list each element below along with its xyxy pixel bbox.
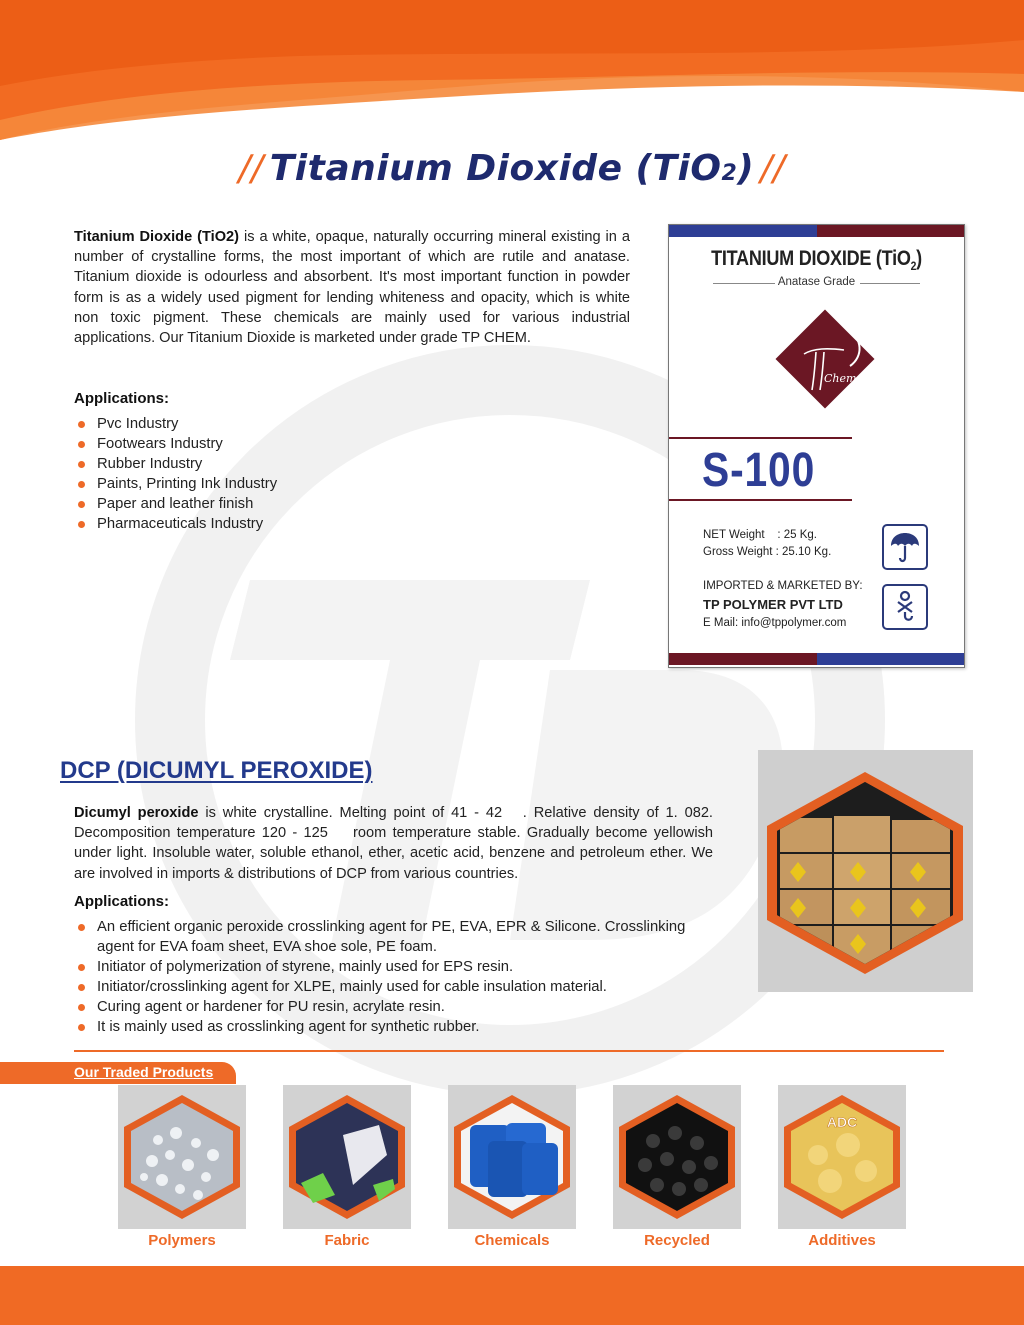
product-label-chemicals: Chemicals — [474, 1232, 550, 1249]
dcp-applications-list — [74, 917, 714, 1038]
list-item: Initiator of polymerization of styrene, mainly used for EPS resin. — [74, 957, 714, 977]
bag-title — [690, 247, 944, 273]
bag-product-code: S-100 — [702, 444, 816, 497]
list-item: Initiator/crosslinking agent for XLPE, mainly used for cable insulation material. — [74, 977, 714, 997]
list-item: Paints, Printing Ink Industry — [74, 474, 574, 494]
list-item: Footwears Industry — [74, 434, 574, 454]
dcp-applications-heading: Applications: — [74, 893, 170, 910]
dcp-section-title: DCP (DICUMYL PEROXIDE) — [60, 757, 373, 784]
additives-overlay-text: ADC — [826, 1114, 858, 1130]
list-item: An efficient organic peroxide crosslinking agent for PE, EVA, EPR & Silicone. Crosslinking agent for EVA foam sheet, EVA shoe sole, PE foam. — [74, 917, 714, 957]
tp-chem-logo-icon — [766, 300, 884, 418]
bag-title-text: TITANIUM DIOXIDE (TiO — [711, 247, 911, 270]
list-item: Curing agent or hardener for PU resin, acrylate resin. — [74, 997, 714, 1017]
product-card-recycled — [613, 1085, 741, 1229]
dcp-description-bold: Dicumyl peroxide — [74, 805, 199, 821]
bag-email: E Mail: info@tppolymer.com — [703, 617, 847, 629]
list-item: It is mainly used as crosslinking agent for synthetic rubber. — [74, 1017, 714, 1037]
hook-icon — [882, 584, 928, 630]
list-item: Rubber Industry — [74, 454, 574, 474]
product-label-additives: Additives — [808, 1232, 876, 1249]
logo-text: Chem — [824, 372, 857, 385]
list-item: Paper and leather finish — [74, 494, 574, 514]
tio2-applications-list — [74, 414, 574, 535]
dcp-boxes-photo — [758, 750, 973, 992]
bag-title-subscript: 2 — [910, 259, 917, 274]
product-card-polymers — [118, 1085, 246, 1229]
bag-company-name: TP POLYMER PVT LTD — [703, 597, 843, 612]
tio2-description-bold: Titanium Dioxide (TiO2) — [74, 229, 240, 245]
traded-products-rule — [74, 1050, 944, 1052]
bag-subtitle: Anatase Grade — [777, 276, 856, 288]
header-swoosh — [0, 0, 1024, 150]
list-item: Pharmaceuticals Industry — [74, 514, 574, 534]
tio2-description — [74, 227, 630, 348]
tio2-description-text: is a white, opaque, naturally occurring mineral existing in a number of crystalline forms, the most important of which are rutile and anatase. Titanium dioxide is odourless and absorbent. It's most important function in powder form is as a widely used pigment for lending whiteness and opacity, which is white non toxic pigment. These chemicals are mainly used for various industrial applications. Our Titanium Dioxide is marketed under grade TP CHEM. — [74, 229, 630, 347]
bag-bottom-stripe — [669, 653, 964, 665]
bag-net-weight: NET Weight : 25 Kg. — [703, 529, 817, 541]
traded-products-heading: Our Traded Products — [74, 1064, 214, 1080]
product-card-chemicals — [448, 1085, 576, 1229]
bag-divider — [669, 437, 852, 439]
page-title-close: ) — [737, 148, 755, 189]
title-slash-right: // — [760, 148, 786, 189]
page-title-subscript: 2 — [721, 161, 738, 186]
tio2-applications-heading: Applications: — [74, 390, 170, 407]
bag-gross-weight: Gross Weight : 25.10 Kg. — [703, 546, 832, 558]
footer-band — [0, 1266, 1024, 1325]
product-label-fabric: Fabric — [324, 1232, 370, 1249]
list-item: Pvc Industry — [74, 414, 574, 434]
page-title — [0, 148, 1024, 189]
dcp-description-text: is white crystalline. Melting point of 41 - 42 . Relative density of 1. 082. Decomposition temperature 120 - 125 room temperature stable. Gradually become yellowish under light. Insoluble water, soluble ethanol, ether, acetic acid, benzene and petroleum ether. We are involved in imports & distributions of DCP from various countries. — [74, 805, 718, 882]
bag-imported-label: IMPORTED & MARKETED BY: — [703, 580, 863, 592]
product-label-polymers: Polymers — [148, 1232, 216, 1249]
bag-top-stripe — [669, 225, 964, 237]
title-slash-left: // — [238, 148, 264, 189]
bag-title-close: ) — [916, 247, 922, 270]
page-title-text: Titanium Dioxide (TiO — [269, 148, 722, 189]
product-bag-image — [668, 224, 965, 668]
bag-divider — [669, 499, 852, 501]
dcp-description — [74, 803, 718, 884]
product-label-recycled: Recycled — [644, 1232, 710, 1249]
product-card-fabric — [283, 1085, 411, 1229]
product-card-additives — [778, 1085, 906, 1229]
umbrella-icon — [882, 524, 928, 570]
